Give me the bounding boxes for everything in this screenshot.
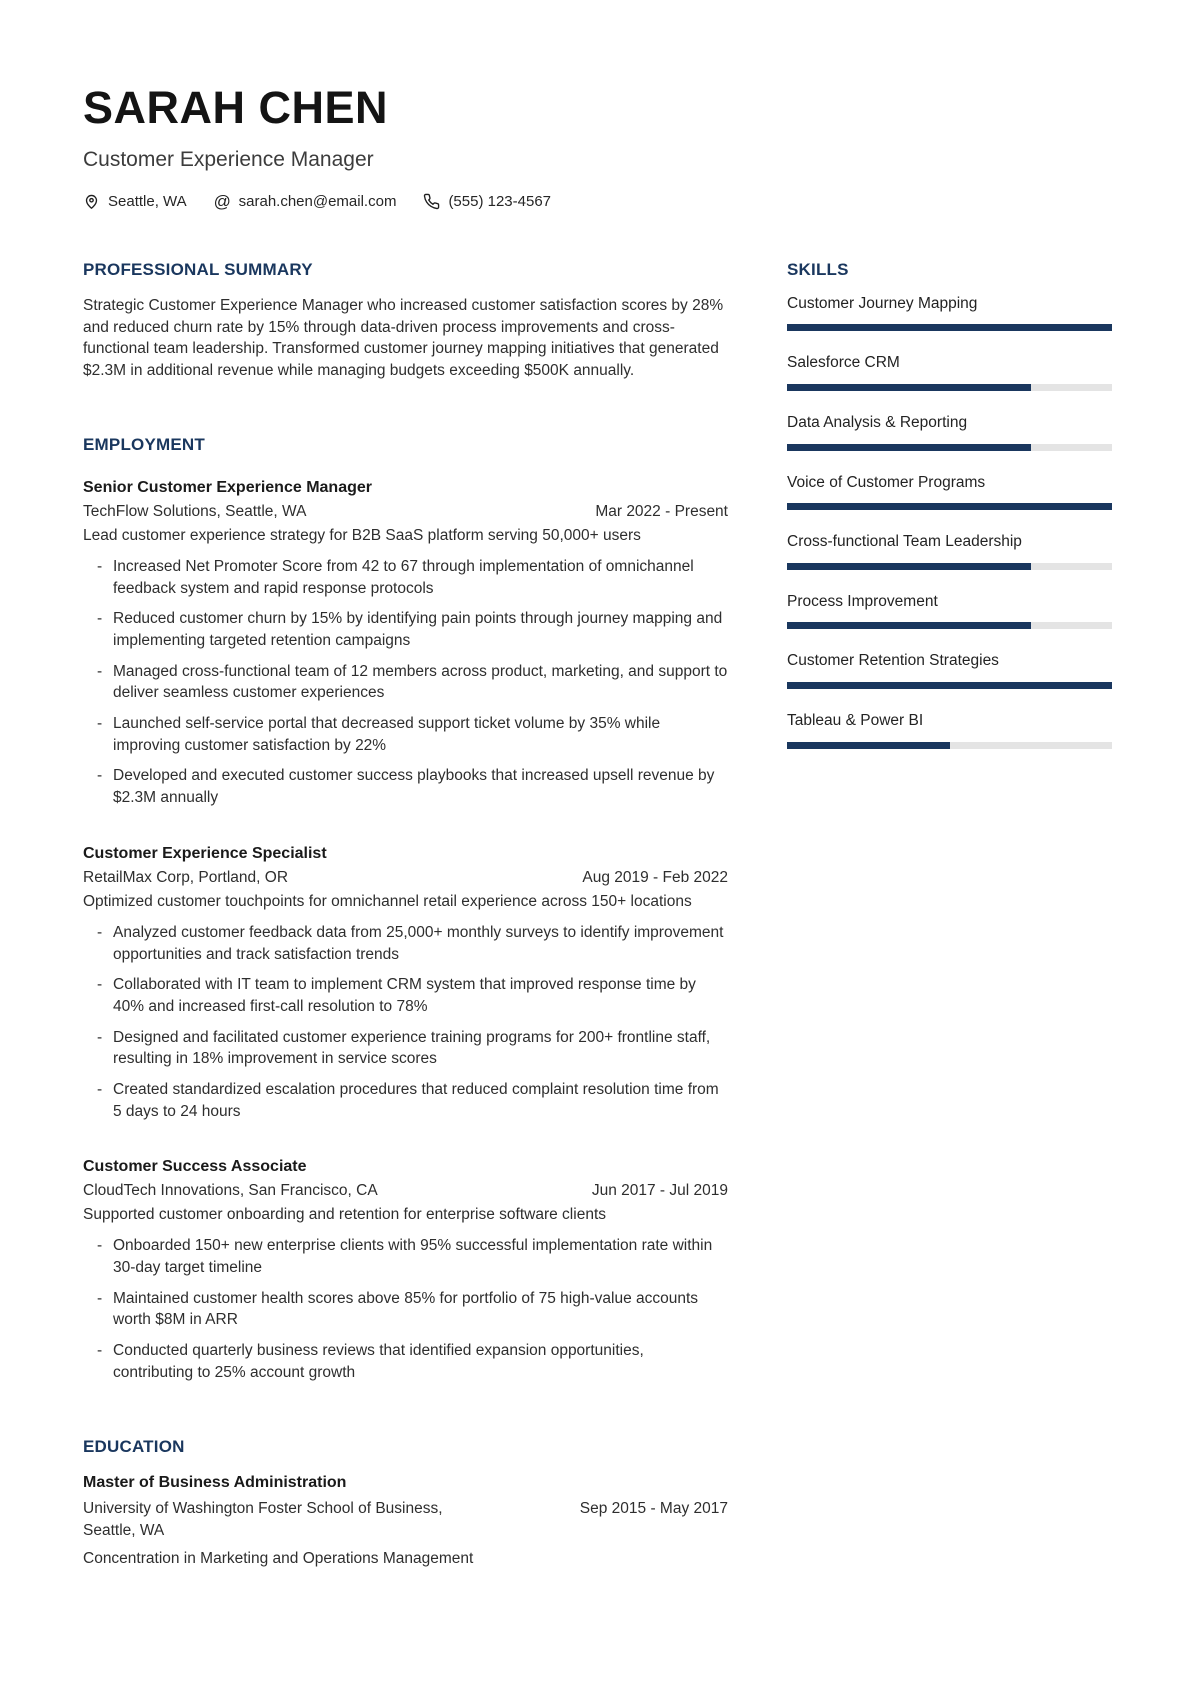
education-school: University of Washington Foster School of Business, Seattle, WA xyxy=(83,1499,443,1539)
contact-email-text: sarah.chen@email.com xyxy=(238,193,397,211)
job-bullet xyxy=(83,661,728,704)
section-professional-summary xyxy=(83,260,728,381)
job-dates: Mar 2022 - Present xyxy=(595,502,728,520)
job-entry xyxy=(83,842,728,1123)
bullet-text: Conducted quarterly business reviews that identified expansion opportunities, contributing to 25% account growth xyxy=(113,1342,644,1381)
job-bullet xyxy=(83,974,728,1017)
content-columns xyxy=(83,260,1112,1569)
job-title: Customer Success Associate xyxy=(83,1158,307,1176)
at-sign-icon: @ xyxy=(213,192,231,212)
contact-row xyxy=(83,193,1112,210)
job-entry xyxy=(83,476,728,809)
contact-email xyxy=(214,193,397,210)
job-dates: Aug 2019 - Feb 2022 xyxy=(582,868,728,886)
bullet-dash-marker xyxy=(97,608,113,651)
education-concentration: Concentration in Marketing and Operations Management xyxy=(83,1549,474,1567)
bullet-dash-marker xyxy=(97,1288,113,1331)
skill-item xyxy=(787,533,1112,570)
skill-item xyxy=(787,414,1112,451)
skill-bar-fill xyxy=(787,682,1112,689)
education-degree: Master of Business Administration xyxy=(83,1473,347,1491)
job-meta-row xyxy=(83,1179,728,1203)
job-lead: Lead customer experience strategy for B2B SaaS platform serving 50,000+ users xyxy=(83,526,641,544)
job-bullet xyxy=(83,556,728,599)
education-heading: EDUCATION xyxy=(83,1436,185,1456)
main-column xyxy=(83,260,728,1569)
job-bullets xyxy=(83,1235,728,1383)
skills-list xyxy=(787,295,1112,749)
job-bullet xyxy=(83,1027,728,1070)
location-pin-icon xyxy=(83,193,100,210)
bullet-dash-marker xyxy=(97,974,113,1017)
bullet-dash-marker xyxy=(97,1079,113,1122)
skill-bar-fill xyxy=(787,503,1112,510)
job-title: Senior Customer Experience Manager xyxy=(83,478,372,496)
bullet-text: Maintained customer health scores above 85% for portfolio of 75 high-value accounts worth $8M in ARR xyxy=(113,1289,699,1329)
skill-label: Salesforce CRM xyxy=(787,354,900,372)
professional-summary-text: Strategic Customer Experience Manager who increased customer satisfaction scores by 28% and reduced churn rate by 15% through data-driven process improvements and cross-functional team leadership. Transformed customer journey mapping initiatives that generated $2.3M in additional revenue while managing budgets exceeding $500K annually. xyxy=(83,296,724,379)
section-skills xyxy=(787,260,1112,748)
phone-icon xyxy=(423,193,440,210)
job-dates: Jun 2017 - Jul 2019 xyxy=(591,1182,728,1200)
bullet-dash-marker xyxy=(97,713,113,756)
skill-item xyxy=(787,354,1112,391)
skill-label: Data Analysis & Reporting xyxy=(787,414,968,432)
job-lead: Supported customer onboarding and retention for enterprise software clients xyxy=(83,1206,606,1224)
skill-bar-track xyxy=(787,742,1112,749)
job-lead: Optimized customer touchpoints for omnichannel retail experience across 150+ locations xyxy=(83,892,692,910)
candidate-name: SARAH CHEN xyxy=(83,82,389,133)
section-employment xyxy=(83,435,728,1384)
bullet-text: Managed cross-functional team of 12 members across product, marketing, and support to deliver seamless customer experiences xyxy=(113,662,728,702)
job-company: CloudTech Innovations, San Francisco, CA xyxy=(83,1182,378,1200)
contact-phone xyxy=(423,193,551,210)
section-education xyxy=(83,1437,728,1570)
job-bullets xyxy=(83,556,728,809)
bullet-text: Designed and facilitated customer experience training programs for 200+ frontline staff, resulting in 18% improvement in service scores xyxy=(113,1028,711,1068)
education-dates: Sep 2015 - May 2017 xyxy=(579,1499,728,1517)
bullet-dash-marker xyxy=(97,922,113,965)
skill-bar-fill xyxy=(787,384,1031,391)
bullet-text: Collaborated with IT team to implement CRM system that improved response time by 40% and increased first-call resolution to 78% xyxy=(113,976,696,1015)
job-company: TechFlow Solutions, Seattle, WA xyxy=(83,502,307,520)
skill-bar-fill xyxy=(787,563,1031,570)
job-meta-row xyxy=(83,866,728,890)
skill-bar-track xyxy=(787,622,1112,629)
skill-item xyxy=(787,652,1112,689)
skill-bar-fill xyxy=(787,324,1112,331)
contact-location-text: Seattle, WA xyxy=(108,193,187,211)
skill-label: Tableau & Power BI xyxy=(787,711,924,729)
bullet-text: Analyzed customer feedback data from 25,000+ monthly surveys to identify improvement opportunities and track satisfaction trends xyxy=(113,923,724,963)
skill-label: Process Improvement xyxy=(787,592,938,610)
bullet-dash-marker xyxy=(97,1027,113,1070)
job-bullet xyxy=(83,1288,728,1331)
skill-label: Customer Journey Mapping xyxy=(787,294,978,312)
skill-label: Voice of Customer Programs xyxy=(787,473,986,491)
job-bullet xyxy=(83,1235,728,1278)
skill-item xyxy=(787,593,1112,630)
bullet-dash-marker xyxy=(97,661,113,704)
skill-bar-fill xyxy=(787,622,1031,629)
job-bullet xyxy=(83,1340,728,1383)
job-bullet xyxy=(83,608,728,651)
job-title: Customer Experience Specialist xyxy=(83,844,327,862)
job-bullets xyxy=(83,922,728,1123)
sidebar-column xyxy=(787,260,1112,1569)
skill-label: Cross-functional Team Leadership xyxy=(787,533,1022,551)
skill-item xyxy=(787,474,1112,511)
skill-label: Customer Retention Strategies xyxy=(787,652,999,670)
bullet-text: Onboarded 150+ new enterprise clients with 95% successful implementation rate within 30-day target timeline xyxy=(113,1237,713,1277)
employment-heading: EMPLOYMENT xyxy=(83,434,205,454)
bullet-dash-marker xyxy=(97,556,113,599)
skill-bar-track xyxy=(787,563,1112,570)
professional-summary-heading: PROFESSIONAL SUMMARY xyxy=(83,260,313,280)
bullet-text: Reduced customer churn by 15% by identifying pain points through journey mapping and implementing targeted retention campaigns xyxy=(113,610,723,650)
contact-phone-text: (555) 123-4567 xyxy=(448,193,552,211)
job-bullet xyxy=(83,765,728,808)
skills-heading: SKILLS xyxy=(787,260,849,280)
bullet-text: Created standardized escalation procedures that reduced complaint resolution time from 5 days to 24 hours xyxy=(113,1081,719,1120)
skill-item xyxy=(787,295,1112,332)
job-bullet xyxy=(83,922,728,965)
job-entry xyxy=(83,1155,728,1383)
job-company: RetailMax Corp, Portland, OR xyxy=(83,868,289,886)
skill-bar-track xyxy=(787,324,1112,331)
resume-header xyxy=(83,84,1112,210)
skill-bar-track xyxy=(787,503,1112,510)
skill-bar-fill xyxy=(787,742,950,749)
bullet-text: Launched self-service portal that decreased support ticket volume by 35% while improving customer satisfaction by 22% xyxy=(113,715,661,754)
bullet-text: Developed and executed customer success playbooks that increased upsell revenue by $2.3M annually xyxy=(113,767,715,807)
skill-bar-fill xyxy=(787,444,1031,451)
skill-item xyxy=(787,712,1112,749)
job-meta-row xyxy=(83,500,728,524)
job-bullet xyxy=(83,713,728,756)
job-bullet xyxy=(83,1079,728,1122)
skill-bar-track xyxy=(787,682,1112,689)
bullet-dash-marker xyxy=(97,765,113,808)
bullet-text: Increased Net Promoter Score from 42 to 67 through implementation of omnichannel feedback system and rapid response protocols xyxy=(113,557,694,597)
bullet-dash-marker xyxy=(97,1235,113,1278)
contact-location xyxy=(83,193,187,210)
skill-bar-track xyxy=(787,384,1112,391)
bullet-dash-marker xyxy=(97,1340,113,1383)
candidate-job-title: Customer Experience Manager xyxy=(83,148,374,172)
skill-bar-track xyxy=(787,444,1112,451)
jobs-list xyxy=(83,476,728,1384)
education-meta-row xyxy=(83,1498,728,1542)
